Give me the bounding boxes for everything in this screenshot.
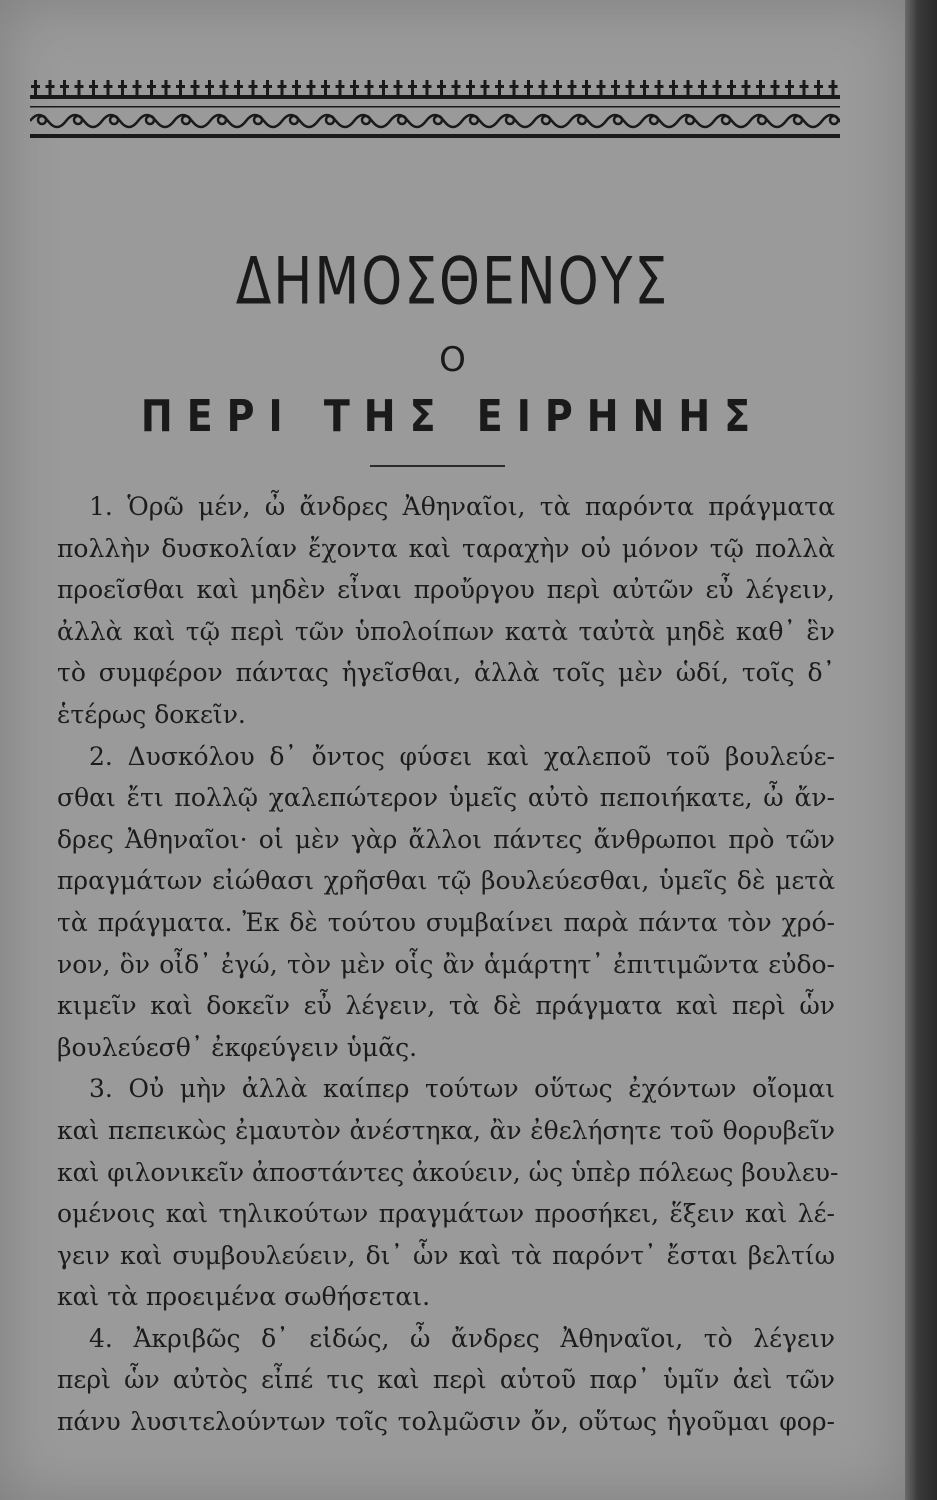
text-line: 2. Δυσκόλου δ᾽ ὄντος φύσει καὶ χαλεποῦ τοῦ βουλεύε- bbox=[89, 741, 835, 771]
text-line: καὶ φιλονικεῖν ἀποστάντες ἀκούειν, ὡς ὑπὲρ πόλεως βουλευ- bbox=[57, 1157, 839, 1187]
text-line: 1. Ὁρῶ μέν, ὦ ἄνδρες Ἀθηναῖοι, τὰ παρόντα πράγματα bbox=[89, 492, 835, 521]
text-line: νον, ὃν οἶδ᾽ ἐγώ, τὸν μὲν οἷς ἂν ἁμάρτητ᾽ ἐπιτιμῶντα εὐδο- bbox=[57, 949, 835, 979]
text-line: τὸ συμφέρον πάντας ἡγεῖσθαι, ἀλλὰ τοῖς μὲν ὡδί, τοῖς δ᾽ bbox=[57, 658, 835, 688]
page-title: ΔΗΜΟΣΘΕΝΟΥΣ bbox=[235, 244, 670, 320]
text-line: 3. Οὐ μὴν ἀλλὰ καίπερ τούτων οὕτως ἐχόντων οἴομαι bbox=[89, 1074, 835, 1104]
text-line: βουλεύεσθ᾽ ἐκφεύγειν ὑμᾶς. bbox=[57, 1032, 418, 1062]
book-spine-edge bbox=[905, 0, 937, 1500]
text-line: καὶ πεπεικὼς ἐμαυτὸν ἀνέστηκα, ἂν ἐθελήσητε τοῦ θορυβεῖν bbox=[57, 1115, 835, 1145]
text-line: ἑτέρως δοκεῖν. bbox=[57, 699, 246, 729]
text-line: πολλὴν δυσκολίαν ἔχοντα καὶ ταραχὴν οὐ μόνον τῷ πολλὰ bbox=[57, 533, 835, 563]
text-line: κιμεῖν καὶ δοκεῖν εὖ λέγειν, τὰ δὲ πράγματα καὶ περὶ ὧν bbox=[57, 991, 835, 1021]
text-line: ομένοις καὶ τηλικούτων πραγμάτων προσήκει, ἕξειν καὶ λέ- bbox=[57, 1199, 835, 1229]
text-line: πραγμάτων εἰώθασι χρῆσθαι τῷ βουλεύεσθαι, ὑμεῖς δὲ μετὰ bbox=[57, 866, 835, 896]
text-line: τὰ πράγματα. Ἐκ δὲ τούτου συμβαίνει παρὰ πάντα τὸν χρό- bbox=[57, 907, 835, 937]
text-line: καὶ τὰ προειμένα σωθήσεται. bbox=[57, 1282, 431, 1312]
text-line: προεῖσθαι καὶ μηδὲν εἶναι προὔργου περὶ αὐτῶν εὖ λέγειν, bbox=[57, 575, 835, 605]
title-divider bbox=[370, 465, 505, 467]
body-text bbox=[57, 486, 839, 1443]
text-line: περὶ ὧν αὐτὸς εἶπέ τις καὶ περὶ αὑτοῦ παρ᾽ ὑμῖν ἀεὶ τῶν bbox=[57, 1365, 835, 1395]
text-line: 4. Ἀκριβῶς δ᾽ εἰδώς, ὦ ἄνδρες Ἀθηναῖοι, τὸ λέγειν bbox=[89, 1323, 835, 1353]
text-line: ἀλλὰ καὶ τῷ περὶ τῶν ὑπολοίπων κατὰ ταὐτὰ μηδὲ καθ᾽ ἓν bbox=[57, 616, 835, 646]
text-line: δρες Ἀθηναῖοι· οἱ μὲν γὰρ ἄλλοι πάντες ἄνθρωποι πρὸ τῶν bbox=[57, 824, 835, 854]
title-article: Ο bbox=[439, 340, 466, 380]
page-subtitle: ΠΕΡΙ ΤΗΣ ΕΙΡΗΝΗΣ bbox=[140, 390, 765, 442]
text-line: γειν καὶ συμβουλεύειν, δι᾽ ὧν καὶ τὰ παρόντ᾽ ἔσται βελτίω bbox=[57, 1240, 835, 1270]
text-line: πάνυ λυσιτελούντων τοῖς τολμῶσιν ὄν, οὕτως ἡγοῦμαι φορ- bbox=[57, 1407, 835, 1437]
text-line: σθαι ἔτι πολλῷ χαλεπώτερον ὑμεῖς αὐτὸ πεποιήκατε, ὦ ἄν- bbox=[57, 783, 835, 813]
decorative-header-ornament bbox=[30, 78, 840, 140]
